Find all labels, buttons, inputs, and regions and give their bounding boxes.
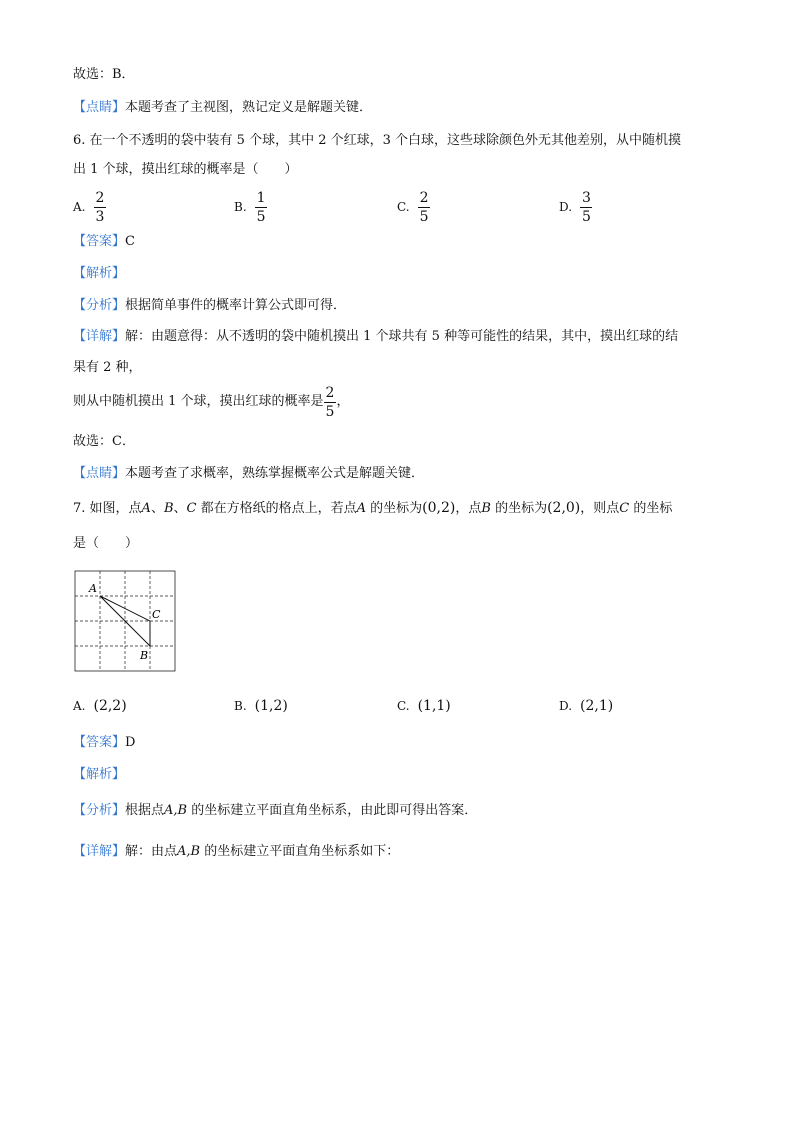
xiangjie-text: 解：由题意得：从不透明的袋中随机摸出 1 个球共有 5 种等可能性的结果，其中，摸出红球的结 [125, 329, 679, 344]
comment-tag: 【点睛】 [73, 100, 126, 115]
option-value: (1,2) [254, 698, 288, 714]
q7-options [73, 686, 733, 726]
fraction-numerator: 2 [95, 189, 105, 206]
option-label: C. [397, 699, 410, 713]
option-label: D. [559, 200, 573, 214]
fraction-bar [255, 207, 267, 208]
fraction-numerator: 1 [256, 189, 266, 206]
points-ab: A,B [164, 803, 188, 818]
option-fraction [93, 190, 106, 225]
fraction-numerator: 3 [582, 189, 591, 206]
fraction-bar [324, 402, 336, 403]
q6-options [73, 187, 733, 227]
coord-a: (0,2) [422, 500, 456, 516]
q7-option-a[interactable] [73, 686, 127, 726]
q6-stem-line1: 6. 在一个不透明的袋中装有 5 个球，其中 2 个红球，3 个白球，这些球除颜色外无其他差别，从中随机摸 [73, 133, 682, 148]
fenxi-tag: 【分析】 [73, 298, 126, 313]
q6-xiangjie-line1 [73, 327, 678, 347]
q6-stem-line2: 出 1 个球，摸出红球的概率是（ ） [73, 162, 298, 177]
q7-option-b[interactable] [234, 686, 288, 726]
xiangjie-text: 的坐标建立平面直角坐标系如下： [200, 844, 400, 859]
q6-answer [73, 232, 135, 252]
q7-option-c[interactable] [397, 686, 451, 726]
fraction-denominator: 5 [582, 208, 591, 225]
q6-xiangjie-line3 [73, 382, 349, 422]
point-b: B [481, 501, 491, 516]
option-value: (1,1) [417, 698, 451, 714]
answer-value: C [125, 234, 135, 249]
stem-text: ，点 [455, 501, 482, 516]
q7-stem-line2: 是（ ） [73, 536, 139, 551]
label-b: B [140, 649, 149, 662]
q6-analysis-tag [73, 264, 125, 284]
q6-xiangjie-line2: 果有 2 种， [73, 360, 142, 375]
xiangjie-punct: ， [336, 394, 350, 409]
point-b: B [163, 501, 174, 516]
stem-text: 的坐标为 [366, 501, 423, 516]
q7-fenxi [73, 801, 477, 821]
answer-tag: 【答案】 [73, 735, 126, 750]
xiangjie-text: 解：由点 [125, 844, 178, 859]
fraction-denominator: 5 [325, 403, 335, 420]
fraction-denominator: 5 [256, 208, 266, 225]
fraction-bar [94, 207, 106, 208]
label-c: C [152, 608, 161, 621]
prev-choice: 故选：B． [73, 67, 135, 82]
option-label: B. [234, 699, 247, 713]
option-label: C. [397, 200, 410, 214]
q7-analysis-tag [73, 765, 125, 785]
q7-xiangjie [73, 842, 399, 862]
option-fraction [418, 190, 431, 225]
fenxi-tag: 【分析】 [73, 803, 126, 818]
option-fraction [580, 190, 593, 225]
point-c: C [619, 501, 630, 516]
analysis-tag: 【解析】 [73, 266, 126, 281]
xiangjie-tag: 【详解】 [73, 329, 126, 344]
q7-grid-figure [74, 570, 178, 674]
q6-fenxi [73, 296, 346, 316]
prev-comment [73, 98, 372, 118]
stem-text: 7. 如图，点 [73, 501, 142, 516]
q7-option-d[interactable] [559, 686, 613, 726]
xiangjie-text: 则从中随机摸出 1 个球，摸出红球的概率是 [73, 394, 324, 409]
q6-option-a[interactable] [73, 187, 106, 227]
point-a: A [141, 501, 151, 516]
fraction-bar [418, 207, 430, 208]
inline-fraction [324, 385, 337, 420]
option-value: (2,2) [93, 698, 127, 714]
fraction-denominator: 5 [419, 208, 429, 225]
comment-tag: 【点睛】 [73, 466, 126, 481]
fraction-numerator: 2 [419, 189, 429, 206]
option-label: A. [73, 699, 86, 713]
answer-value: D [125, 735, 136, 750]
option-label: D. [559, 699, 573, 713]
option-label: A. [73, 200, 86, 214]
points-ab: A,B [177, 844, 201, 859]
q6-comment [73, 464, 424, 484]
q6-option-b[interactable] [234, 187, 268, 227]
stem-text: 的坐标为 [490, 501, 548, 516]
fraction-denominator: 3 [95, 208, 105, 225]
q7-answer [73, 733, 135, 753]
fraction-bar [580, 207, 592, 208]
fraction-numerator: 2 [325, 384, 335, 401]
point-c: C [186, 501, 197, 516]
comment-text: 本题考查了主视图，熟记定义是解题关键． [125, 100, 373, 115]
analysis-tag: 【解析】 [73, 767, 126, 782]
stem-text: 的坐标 [629, 501, 673, 516]
fenxi-text: 根据简单事件的概率计算公式即可得． [125, 298, 347, 313]
xiangjie-tag: 【详解】 [73, 844, 126, 859]
stem-text: 都在方格纸的格点上，若点 [196, 501, 357, 516]
q7-stem-line1 [73, 498, 672, 519]
comment-text: 本题考查了求概率，熟练掌握概率公式是解题关键． [125, 466, 425, 481]
q6-option-d[interactable] [559, 187, 593, 227]
coord-b: (2,0) [547, 500, 581, 516]
option-label: B. [234, 200, 247, 214]
q6-choice: 故选：C． [73, 434, 135, 449]
option-value: (2,1) [580, 698, 614, 714]
stem-text: 、 [150, 501, 164, 516]
point-a: A [356, 501, 367, 516]
option-fraction [255, 190, 268, 225]
stem-text: 、 [173, 501, 187, 516]
fenxi-text: 的坐标建立平面直角坐标系，由此即可得出答案． [187, 803, 478, 818]
fenxi-text: 根据点 [125, 803, 165, 818]
label-a: A [89, 582, 97, 595]
q6-option-c[interactable] [397, 187, 431, 227]
answer-tag: 【答案】 [73, 234, 126, 249]
stem-text: ，则点 [580, 501, 620, 516]
